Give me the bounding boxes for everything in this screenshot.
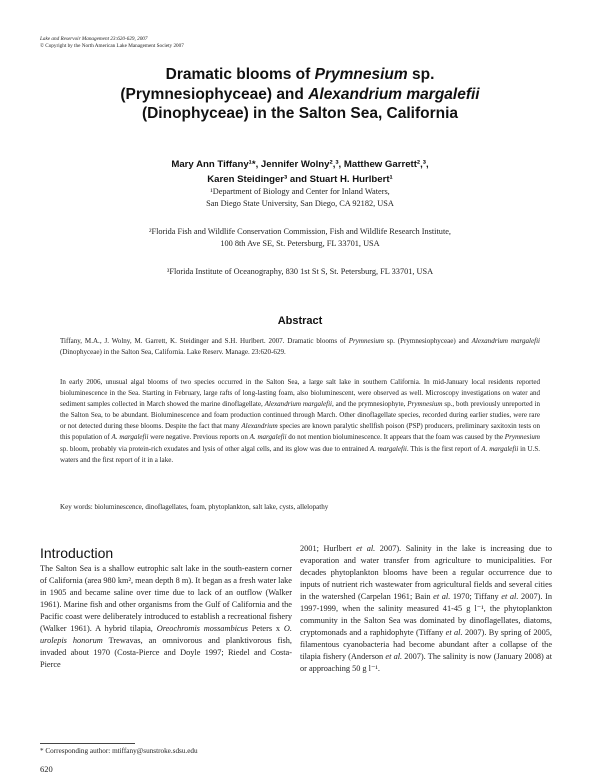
affiliation-line: ³Florida Institute of Oceanography, 830 1st St S, St. Petersburg, FL 33701, USA — [166, 267, 434, 276]
copyright-header: © Copyright by the North American Lake Management Society 2007 — [40, 42, 184, 49]
affiliation-2 — [40, 226, 560, 250]
journal-citation-header: Lake and Reservoir Management 23:620-629, 2007 — [40, 36, 148, 42]
corresponding-author-footnote: * Corresponding author: mtiffany@sunstroke.sdsu.edu — [40, 747, 198, 755]
introduction-heading: Introduction — [40, 545, 114, 561]
title-line-2 — [40, 85, 560, 105]
title-line-3: (Dinophyceae) in the Salton Sea, California — [141, 105, 459, 122]
affiliation-line: 100 8th Ave SE, St. Petersburg, FL 33701, USA — [220, 239, 380, 248]
title-genus: Prymnesium — [314, 66, 408, 83]
authors-line-2: Karen Steidinger³ and Stuart H. Hurlbert¹ — [207, 174, 393, 185]
affiliation-line: ¹Department of Biology and Center for Inland Waters, — [210, 187, 390, 196]
affiliation-line: ²Florida Fish and Wildlife Conservation Commission, Fish and Wildlife Research Institute, — [148, 227, 452, 236]
title-text: sp. — [407, 66, 435, 83]
introduction-column-right: 2001; Hurlbert et al. 2007). Salinity in the lake is increasing due to evaporation and water transfer from agriculture to municipalities. For decades phytoplankton blooms have been a regular occurrence due to inputs of nutrient rich wastewater from agricultural fields and several cities in the watershed (Carpelan 1961; Bain et al. 1970; Tiffany et al. 2007). In 1997-1999, when the salinity measured 41-45 g l⁻¹, the phytoplankton community in the Salton Sea was dominated by dinoflagellates, diatoms, cryptomonads and a raphidophyte (Tiffany et al. 2007). By spring of 2005, filamentous cyanobacteria had become abundant after a collapse of the tilapia fishery (Anderson et al. 2007). The salinity is now (January 2008) at or approaching 50 g l⁻¹. — [300, 544, 553, 674]
article-title — [40, 65, 560, 124]
page-number: 620 — [40, 764, 53, 774]
title-text: (Prymnesiophyceae) and — [120, 85, 309, 103]
affiliation-1 — [40, 186, 560, 210]
introduction-column-left: The Salton Sea is a shallow eutrophic salt lake in the south-eastern corner of California (area 980 km², mean depth 8 m). It began as a fresh water lake in 1905 and became saline over time due to lack of an outflow (Walker 1961). Marine fish and other organisms from the Gulf of California and the Pacific coast were deliberately introduced to establish a recreational fishery (Walker 1961). A hybrid tilapia, Oreochromis mossambicus Peters x O. urolepis honorum Trewavas, an omnivorous and planktivorous fish, invaded about 1970 (Costa-Pierce and Doyle 1997; Riedel and Costa-Pierce — [40, 564, 292, 670]
affiliation-line: San Diego State University, San Diego, CA 92182, USA — [206, 199, 394, 208]
footnote-divider — [40, 743, 135, 744]
abstract-citation: Tiffany, M.A., J. Wolny, M. Garrett, K. Steidinger and S.H. Hurlbert. 2007. Dramatic blooms of Prymnesium sp. (Prymnesiophyceae) and Alexandrium margalefii (Dinophyceae) in the Salton Sea, California. Lake Reserv. Manage. 23:620-629. — [60, 337, 541, 357]
abstract-body: In early 2006, unusual algal blooms of two species occurred in the Salton Sea, a large salt lake in southern California. In mid-January local residents reported bioluminescence in the Sea. Starting in February, large rafts of long-lasting foam, also bioluminescent, were observed as well. Microscopy investigations on water and sediment samples collected in March showed the marine dinoflagellate, Alexandrium margalefii, and the prymnesiophyte, Prymnesium sp., both previously unreported in the Salton Sea, to be abundant. Bioluminescence and foam production continued through March. Other dinoflagellate species, recorded during earlier studies, were rare or not detected during these blooms. Despite the fact that many Alexandrium species are known paralytic shellfish poison (PSP) producers, preliminary saxitoxin tests on this population of A. margalefii were negative. Previous reports on A. margalefii do not mention bioluminescence. It appears that the foam was caused by the Prymnesium sp. bloom, probably via protein-rich exudates and lysis of other algal cells, and its glow was due to entrained A. margalefii. This is the first report of A. margalefii in U.S. waters and the first report of it in a lake. — [60, 378, 541, 464]
title-species: Alexandrium margalefii — [308, 85, 480, 103]
authors-line-1: Mary Ann Tiffany¹*, Jennifer Wolny²,³, Matthew Garrett²,³, — [171, 159, 429, 170]
abstract-heading: Abstract — [277, 315, 323, 327]
title-line-1 — [40, 65, 560, 85]
author-list — [40, 157, 560, 187]
keywords: Key words: bioluminescence, dinoflagellates, foam, phytoplankton, salt lake, cysts, allelopathy — [60, 503, 329, 511]
title-text: Dramatic blooms of — [165, 66, 315, 83]
affiliation-3 — [40, 266, 560, 278]
